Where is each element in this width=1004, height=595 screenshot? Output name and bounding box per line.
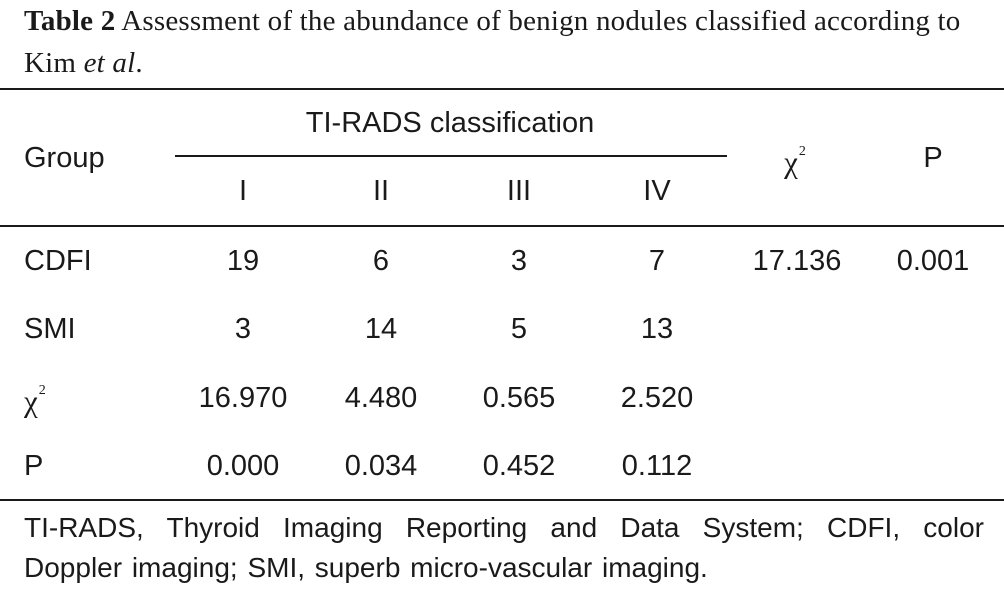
table-cell: 16.970 — [198, 382, 288, 414]
chi-symbol: χ — [784, 144, 798, 180]
table-cell: 6 — [372, 245, 390, 277]
cdfi-chi-square-value: 17.136 — [752, 245, 842, 277]
table-cell: 3 — [510, 245, 528, 277]
table-cell: 13 — [640, 313, 674, 345]
table-cell: 4.480 — [344, 382, 418, 414]
table-cell: 5 — [510, 313, 528, 345]
row-label-p: P — [24, 450, 44, 482]
header-class-iv: IV — [643, 175, 671, 207]
table-caption — [24, 0, 984, 84]
table-cell: 14 — [364, 313, 398, 345]
table-cell: 0.452 — [482, 450, 556, 482]
header-p: P — [923, 142, 943, 174]
caption-end: . — [135, 47, 143, 79]
chi-superscript: 2 — [38, 383, 46, 398]
top-rule — [0, 88, 1004, 90]
chi-superscript: 2 — [798, 144, 806, 159]
header-rule — [0, 225, 1004, 227]
table-cell: 0.000 — [206, 450, 280, 482]
table-cell: 3 — [234, 313, 252, 345]
cdfi-p-value: 0.001 — [896, 245, 970, 277]
header-subrule — [175, 155, 727, 157]
row-label-smi: SMI — [24, 313, 76, 345]
caption-text: Assessment of the abundance of benign nodules classified according to Kim — [24, 5, 961, 79]
table-cell: 2.520 — [620, 382, 694, 414]
table-cell: 7 — [648, 245, 666, 277]
table-cell: 0.034 — [344, 450, 418, 482]
row-label-cdfi: CDFI — [24, 245, 92, 277]
table-cell: 19 — [226, 245, 260, 277]
caption-etal: et al — [83, 47, 136, 79]
header-class-ii: II — [372, 175, 390, 207]
chi-symbol: χ — [24, 383, 38, 419]
header-chi-square — [784, 140, 806, 180]
header-class-iii: III — [506, 175, 532, 207]
header-tirads-classification: TI-RADS classification — [305, 107, 595, 139]
table-cell: 0.565 — [482, 382, 556, 414]
table-cell: 0.112 — [621, 450, 693, 482]
header-group: Group — [24, 142, 105, 174]
table-label: Table 2 — [24, 5, 116, 37]
row-label-chi-square — [24, 379, 46, 419]
header-class-i: I — [238, 175, 248, 207]
bottom-rule — [0, 499, 1004, 501]
table-footnote: TI-RADS, Thyroid Imaging Reporting and Data System; CDFI, color Doppler imaging; SMI, superb micro-vascular imaging. — [24, 512, 984, 583]
